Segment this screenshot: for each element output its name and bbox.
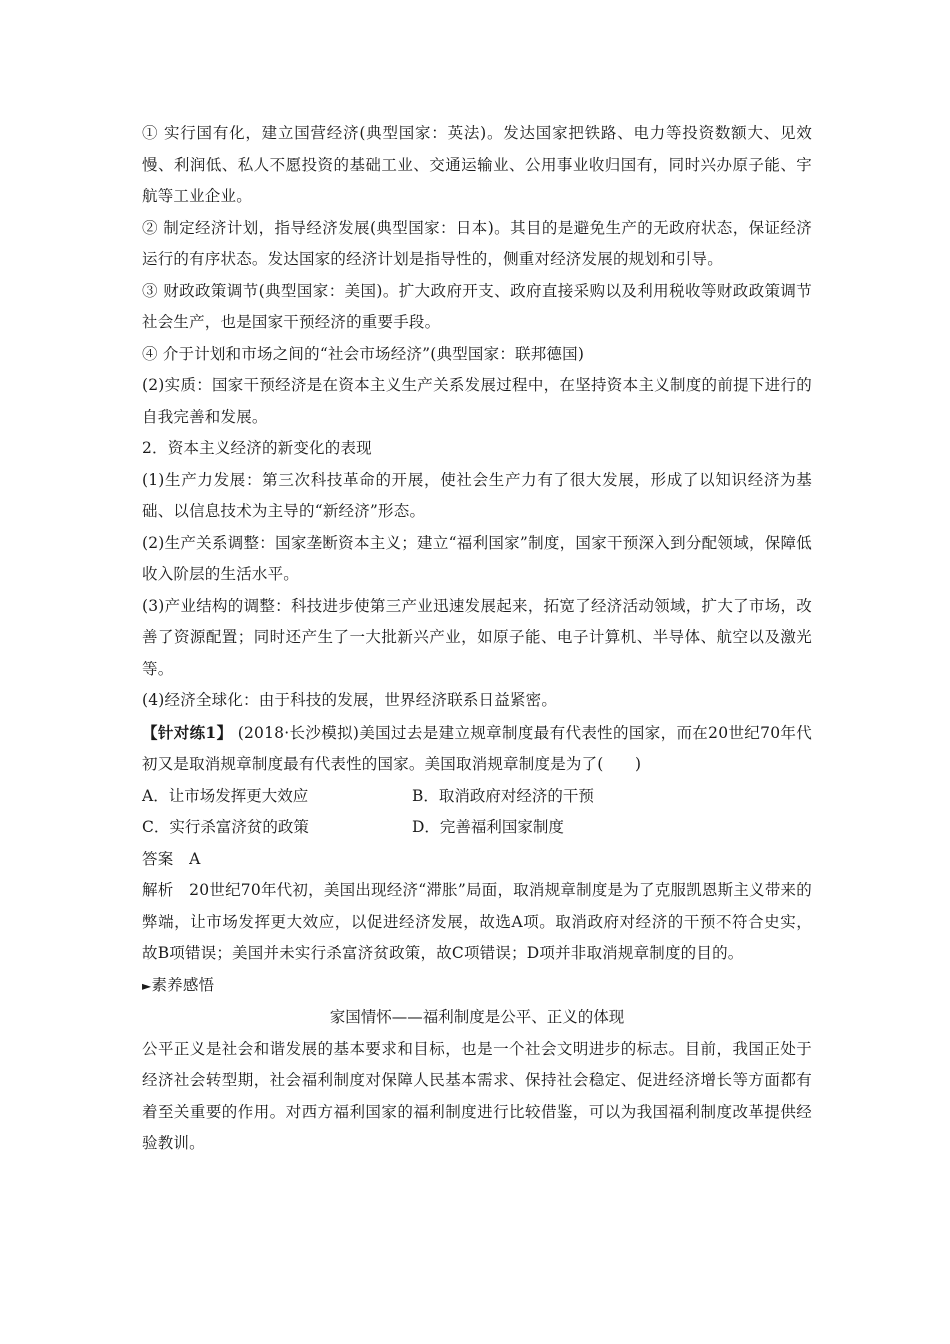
heading-new-changes: 2．资本主义经济的新变化的表现 [142,439,372,457]
option-b: B．取消政府对经济的干预 [412,786,594,805]
triangle-marker-icon: ► [142,978,152,993]
section-heading [142,970,812,1003]
paragraph-social-market: ④ 介于计划和市场之间的“社会市场经济”(典型国家：联邦德国) [142,344,585,363]
section-heading-text: 素养感悟 [151,975,215,994]
paragraph-globalization: (4)经济全球化：由于科技的发展，世界经济联系日益紧密。 [142,691,558,709]
paragraph-productivity: (1)生产力发展：第三次科技革命的开展，使社会生产力有了很大发展，形成了以知识经济为基础、以信息技术为主导的“新经济”形态。 [142,470,812,520]
exercise-tag: 【针对练1】 [142,722,233,742]
option-d: D．完善福利国家制度 [412,818,564,836]
exercise-question-text: (2018·长沙模拟)美国过去是建立规章制度最有代表性的国家，而在20世纪70年代初又是取消规章制度最有代表性的国家。美国取消规章制度是为了( ) [142,723,812,773]
paragraph-nationalization: ① 实行国有化，建立国营经济(典型国家：英法)。发达国家把铁路、电力等投资数额大、见效慢、利润低、私人不愿投资的基础工业、交通运输业、公用事业收归国有，同时兴办原子能、宇航等工业企业。 [142,124,812,205]
options-row-2 [142,812,812,844]
answer: 答案 A [142,849,201,868]
paragraph-essence: (2)实质：国家干预经济是在资本主义生产关系发展过程中，在坚持资本主义制度的前提下进行的自我完善和发展。 [142,376,812,426]
analysis: 解析 20世纪70年代初，美国出现经济“滞胀”局面，取消规章制度是为了克服凯恩斯主义带来的弊端，让市场发挥更大效应，以促进经济发展，故选A项。取消政府对经济的干预不符合史实，故B项错误；美国并未实行杀富济贫政策，故C项错误；D项并非取消规章制度的目的。 [142,881,812,962]
option-c: C．实行杀富济贫的政策 [142,818,309,836]
option-a: A．让市场发挥更大效应 [142,786,309,805]
exercise-question [142,717,812,781]
options-row-1 [142,781,812,813]
section-body: 公平正义是社会和谐发展的基本要求和目标，也是一个社会文明进步的标志。目前，我国正处于经济社会转型期，社会福利制度对保障人民基本需求、保持社会稳定、促进经济增长等方面都有着至关重要的作用。对西方福利国家的福利制度进行比较借鉴，可以为我国福利制度改革提供经验教训。 [142,1039,812,1152]
paragraph-fiscal-policy: ③ 财政政策调节(典型国家：美国)。扩大政府开支、政府直接采购以及利用税收等财政政策调节社会生产，也是国家干预经济的重要手段。 [142,281,812,331]
paragraph-economic-plan: ② 制定经济计划，指导经济发展(典型国家：日本)。其目的是避免生产的无政府状态，保证经济运行的有序状态。发达国家的经济计划是指导性的，侧重对经济发展的规划和引导。 [142,218,812,268]
document-page [142,118,812,1160]
paragraph-industry: (3)产业结构的调整：科技进步使第三产业迅速发展起来，拓宽了经济活动领域，扩大了市场，改善了资源配置；同时还产生了一大批新兴产业，如原子能、电子计算机、半导体、航空以及激光等。 [142,596,812,678]
section-subtitle: 家国情怀——福利制度是公平、正义的体现 [329,1008,625,1026]
paragraph-relations: (2)生产关系调整：国家垄断资本主义；建立“福利国家”制度，国家干预深入到分配领域，保障低收入阶层的生活水平。 [142,533,812,583]
